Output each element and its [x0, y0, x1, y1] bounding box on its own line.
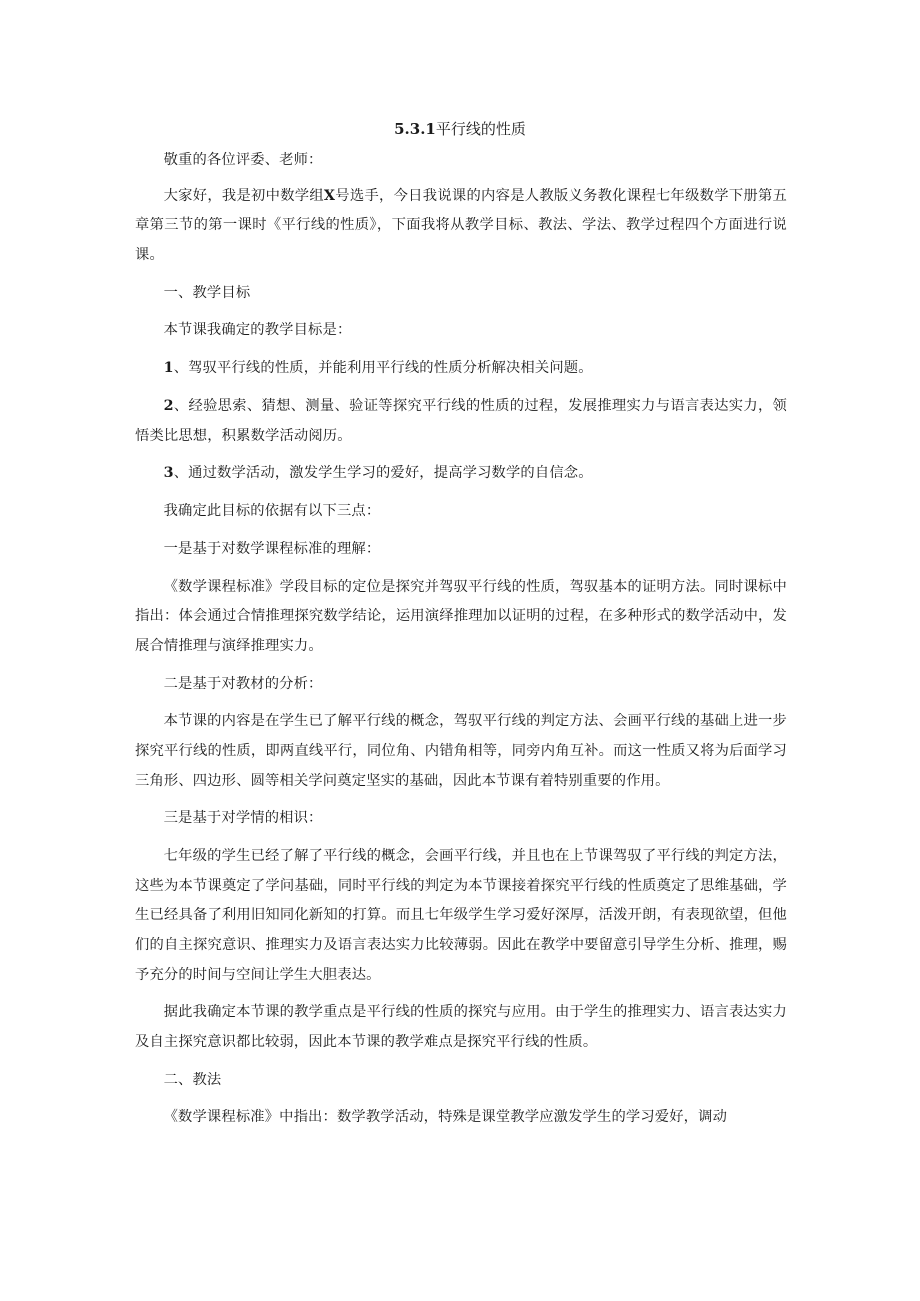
- goal-text-2: 、经验思索、猜想、测量、验证等探究平行线的性质的过程，发展推理实力与语言表达实力，领悟类比思想，积累数学活动阅历。: [135, 397, 787, 444]
- basis-3-title: 三是基于对学情的相识：: [163, 810, 323, 827]
- basis-2-title: 二是基于对教材的分析：: [163, 675, 323, 692]
- document-title: [0, 118, 920, 140]
- section-heading-goals: 一、教学目标: [163, 284, 251, 301]
- goal-text-1: 、驾驭平行线的性质，并能利用平行线的性质分析解决相关问题。: [173, 360, 593, 377]
- basis-3-text: 七年级的学生已经了解了平行线的概念，会画平行线，并且也在上节课驾驭了平行线的判定方法，这些为本节课奠定了学问基础，同时平行线的判定为本节课接着探究平行线的性质奠定了思维基础，学生已经具备了利用旧知同化新知的打算。而且七年级学生学习爱好深厚，活泼开朗，有表现欲望，但他们的自主探究意识、推理实力及语言表达实力比较薄弱。因此在教学中要留意引导学生分析、推理，赐予充分的时间与空间让学生大胆表达。: [135, 848, 787, 983]
- goal-item-1: [135, 354, 787, 384]
- intro-contestant-number: X: [323, 187, 336, 204]
- methods-paragraph: 《数学课程标准》中指出：数学教学活动，特殊是课堂教学应激发学生的学习爱好，调动: [163, 1109, 728, 1126]
- salutation: 敬重的各位评委、老师：: [163, 152, 323, 168]
- intro-part-b: 号选手，今日我说课的内容是人教版义务教化课程七年级数学下册第五章第三节的第一课时《平行线的性质》，下面我将从教学目标、教法、学法、教学过程四个方面进行说课。: [135, 187, 787, 263]
- goal-item-2: [135, 392, 787, 451]
- basis-1-title: 一是基于对数学课程标准的理解：: [163, 540, 381, 557]
- goal-number-2: 2: [163, 397, 174, 414]
- goal-number-1: 1: [163, 360, 174, 377]
- intro-paragraph: [135, 182, 787, 271]
- section-heading-methods: 二、教法: [163, 1071, 222, 1088]
- title-number: 5.3.1: [394, 120, 436, 138]
- title-text: 平行线的性质: [435, 120, 526, 138]
- goal-text-3: 、通过数学活动，激发学生学习的爱好，提高学习数学的自信念。: [173, 465, 593, 482]
- goal-item-3: [135, 459, 787, 489]
- intro-part-a: 大家好，我是初中数学组: [163, 187, 324, 204]
- basis-2-text: 本节课的内容是在学生已了解平行线的概念，驾驭平行线的判定方法、会画平行线的基础上进一步探究平行线的性质，即两直线平行，同位角、内错角相等，同旁内角互补。而这一性质又将为后面学习三角形、四边形、圆等相关学问奠定坚实的基础，因此本节课有着特别重要的作用。: [135, 713, 787, 789]
- key-points-paragraph: 据此我确定本节课的教学重点是平行线的性质的探究与应用。由于学生的推理实力、语言表达实力及自主探究意识都比较弱，因此本节课的教学难点是探究平行线的性质。: [135, 1004, 787, 1050]
- goal-number-3: 3: [163, 465, 174, 482]
- basis-intro: 我确定此目标的依据有以下三点：: [163, 503, 381, 520]
- goals-intro: 本节课我确定的教学目标是：: [163, 322, 352, 339]
- document-body: [135, 146, 787, 1141]
- basis-1-text: 《数学课程标准》学段目标的定位是探究并驾驭平行线的性质，驾驭基本的证明方法。同时课标中指出：体会通过合情推理探究数学结论，运用演绎推理加以证明的过程，在多种形式的数学活动中，发展合情推理与演绎推理实力。: [135, 578, 787, 654]
